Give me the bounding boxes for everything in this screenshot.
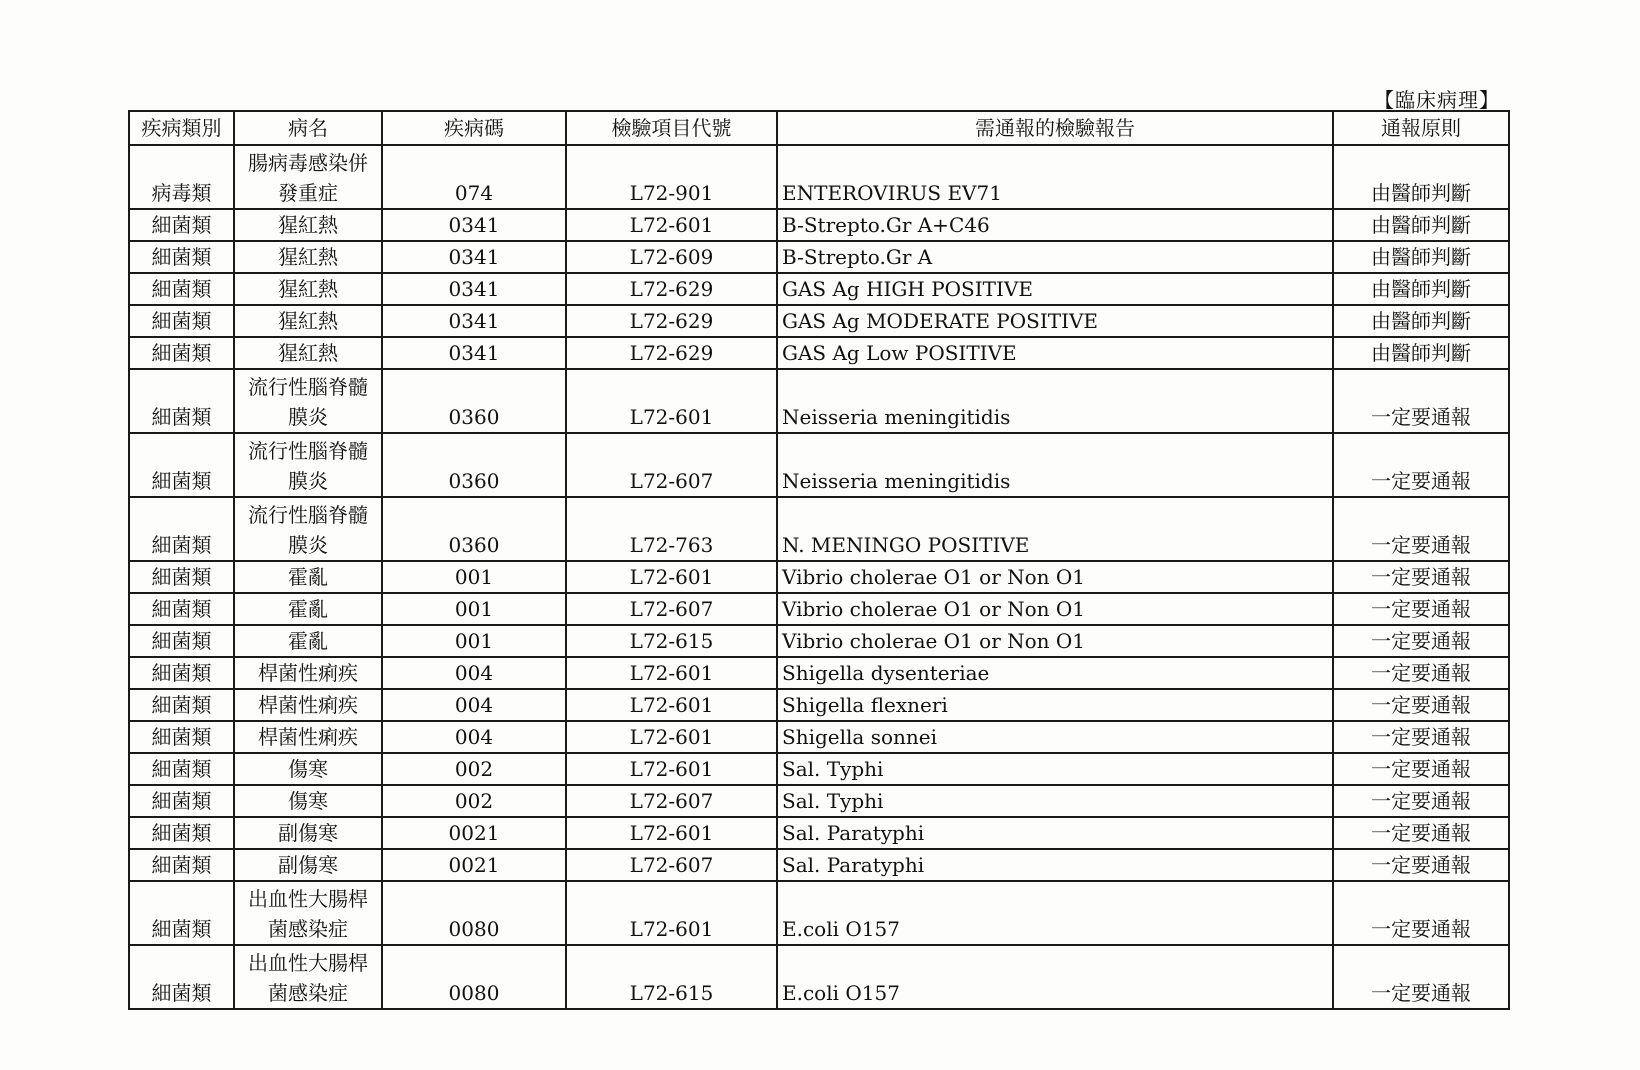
- table-row: [129, 625, 1509, 657]
- report-cell: E.coli O157: [777, 881, 1333, 945]
- notification-rule-cell: 由醫師判斷: [1333, 273, 1509, 305]
- disease-name-line: 菌感染症: [268, 917, 348, 941]
- category-cell: 病毒類: [129, 145, 234, 209]
- disease-name-cell: [234, 369, 382, 433]
- disease-name-cell: [234, 945, 382, 1009]
- category-cell: 細菌類: [129, 849, 234, 881]
- disease-name-line: 發重症: [278, 181, 338, 205]
- disease-name-line: 猩紅熱: [278, 341, 338, 365]
- disease-name-line: 霍亂: [288, 629, 328, 653]
- disease-name-cell: [234, 881, 382, 945]
- report-cell: B-Strepto.Gr A+C46: [777, 209, 1333, 241]
- table-row: [129, 241, 1509, 273]
- disease-code-cell: 002: [382, 753, 566, 785]
- table-row: [129, 561, 1509, 593]
- report-cell: Sal. Typhi: [777, 785, 1333, 817]
- disease-name-line: 出血性大腸桿: [248, 887, 368, 911]
- test-item-code-cell: L72-601: [566, 369, 777, 433]
- disease-name-cell: [234, 433, 382, 497]
- test-item-code-cell: L72-901: [566, 145, 777, 209]
- section-label: 【臨床病理】: [1374, 88, 1500, 112]
- category-cell: 細菌類: [129, 881, 234, 945]
- disease-code-cell: 0021: [382, 817, 566, 849]
- test-item-code-cell: L72-609: [566, 241, 777, 273]
- disease-code-cell: 004: [382, 657, 566, 689]
- test-item-code-cell: L72-763: [566, 497, 777, 561]
- disease-code-cell: 0341: [382, 305, 566, 337]
- test-item-code-cell: L72-601: [566, 657, 777, 689]
- category-cell: 細菌類: [129, 625, 234, 657]
- disease-name-line: 猩紅熱: [278, 309, 338, 333]
- notification-rule-cell: 由醫師判斷: [1333, 337, 1509, 369]
- notification-rule-cell: 一定要通報: [1333, 593, 1509, 625]
- notification-rule-cell: 一定要通報: [1333, 689, 1509, 721]
- test-item-code-cell: L72-601: [566, 209, 777, 241]
- category-cell: 細菌類: [129, 273, 234, 305]
- column-header: 需通報的檢驗報告: [777, 111, 1333, 145]
- notification-rule-cell: 一定要通報: [1333, 785, 1509, 817]
- notification-rule-cell: 一定要通報: [1333, 721, 1509, 753]
- disease-code-cell: 001: [382, 561, 566, 593]
- notification-rule-cell: 由醫師判斷: [1333, 209, 1509, 241]
- disease-name-line: 桿菌性痢疾: [258, 725, 358, 749]
- test-item-code-cell: L72-601: [566, 721, 777, 753]
- table-row: [129, 881, 1509, 945]
- report-cell: E.coli O157: [777, 945, 1333, 1009]
- disease-name-cell: [234, 337, 382, 369]
- notification-rule-cell: 一定要通報: [1333, 817, 1509, 849]
- disease-name-cell: [234, 785, 382, 817]
- disease-name-cell: [234, 721, 382, 753]
- notification-rule-cell: 由醫師判斷: [1333, 145, 1509, 209]
- report-cell: Neisseria meningitidis: [777, 369, 1333, 433]
- table-row: [129, 849, 1509, 881]
- disease-name-cell: [234, 497, 382, 561]
- disease-code-cell: 0021: [382, 849, 566, 881]
- disease-code-cell: 0080: [382, 881, 566, 945]
- disease-name-line: 膜炎: [288, 533, 328, 557]
- report-cell: GAS Ag MODERATE POSITIVE: [777, 305, 1333, 337]
- disease-code-cell: 004: [382, 689, 566, 721]
- column-header: 病名: [234, 111, 382, 145]
- report-cell: Sal. Typhi: [777, 753, 1333, 785]
- category-cell: 細菌類: [129, 369, 234, 433]
- disease-name-line: 猩紅熱: [278, 213, 338, 237]
- disease-name-cell: [234, 561, 382, 593]
- notification-rule-cell: 一定要通報: [1333, 433, 1509, 497]
- category-cell: 細菌類: [129, 657, 234, 689]
- disease-name-cell: [234, 145, 382, 209]
- disease-name-cell: [234, 817, 382, 849]
- disease-name-line: 出血性大腸桿: [248, 951, 368, 975]
- report-cell: B-Strepto.Gr A: [777, 241, 1333, 273]
- category-cell: 細菌類: [129, 209, 234, 241]
- category-cell: 細菌類: [129, 785, 234, 817]
- test-item-code-cell: L72-629: [566, 305, 777, 337]
- notification-rule-cell: 一定要通報: [1333, 625, 1509, 657]
- test-item-code-cell: L72-629: [566, 273, 777, 305]
- table-header-row: [129, 111, 1509, 145]
- disease-code-cell: 0341: [382, 241, 566, 273]
- disease-name-line: 霍亂: [288, 565, 328, 589]
- disease-name-line: 霍亂: [288, 597, 328, 621]
- disease-name-cell: [234, 849, 382, 881]
- category-cell: 細菌類: [129, 561, 234, 593]
- disease-name-line: 桿菌性痢疾: [258, 693, 358, 717]
- disease-code-cell: 0341: [382, 337, 566, 369]
- notification-rule-cell: 由醫師判斷: [1333, 241, 1509, 273]
- category-cell: 細菌類: [129, 305, 234, 337]
- category-cell: 細菌類: [129, 497, 234, 561]
- notification-rule-cell: 由醫師判斷: [1333, 305, 1509, 337]
- notification-rule-cell: 一定要通報: [1333, 881, 1509, 945]
- category-cell: 細菌類: [129, 433, 234, 497]
- disease-name-line: 副傷寒: [278, 853, 338, 877]
- disease-name-line: 流行性腦脊髓: [248, 439, 368, 463]
- column-header: 疾病類別: [129, 111, 234, 145]
- report-cell: Shigella sonnei: [777, 721, 1333, 753]
- report-cell: ENTEROVIRUS EV71: [777, 145, 1333, 209]
- table-row: [129, 305, 1509, 337]
- disease-code-cell: 001: [382, 625, 566, 657]
- report-cell: Shigella flexneri: [777, 689, 1333, 721]
- table-row: [129, 817, 1509, 849]
- disease-name-cell: [234, 209, 382, 241]
- table-row: [129, 497, 1509, 561]
- report-cell: N. MENINGO POSITIVE: [777, 497, 1333, 561]
- table-row: [129, 593, 1509, 625]
- category-cell: 細菌類: [129, 337, 234, 369]
- table-row: [129, 145, 1509, 209]
- table-row: [129, 689, 1509, 721]
- disease-name-line: 傷寒: [288, 757, 328, 781]
- test-item-code-cell: L72-607: [566, 433, 777, 497]
- disease-code-cell: 004: [382, 721, 566, 753]
- test-item-code-cell: L72-607: [566, 849, 777, 881]
- column-header: 檢驗項目代號: [566, 111, 777, 145]
- category-cell: 細菌類: [129, 945, 234, 1009]
- category-cell: 細菌類: [129, 241, 234, 273]
- disease-name-cell: [234, 753, 382, 785]
- notification-rule-cell: 一定要通報: [1333, 497, 1509, 561]
- column-header: 疾病碼: [382, 111, 566, 145]
- disease-name-cell: [234, 305, 382, 337]
- test-item-code-cell: L72-601: [566, 689, 777, 721]
- category-cell: 細菌類: [129, 721, 234, 753]
- disease-code-cell: 0360: [382, 497, 566, 561]
- column-header: 通報原則: [1333, 111, 1509, 145]
- disease-code-cell: 0080: [382, 945, 566, 1009]
- report-cell: Vibrio cholerae O1 or Non O1: [777, 625, 1333, 657]
- category-cell: 細菌類: [129, 689, 234, 721]
- disease-name-cell: [234, 593, 382, 625]
- report-cell: Vibrio cholerae O1 or Non O1: [777, 593, 1333, 625]
- table-row: [129, 337, 1509, 369]
- table-body: [129, 145, 1509, 1009]
- notification-rule-cell: 一定要通報: [1333, 561, 1509, 593]
- test-item-code-cell: L72-615: [566, 625, 777, 657]
- disease-name-line: 菌感染症: [268, 981, 348, 1005]
- disease-name-line: 猩紅熱: [278, 277, 338, 301]
- disease-code-cell: 002: [382, 785, 566, 817]
- disease-name-line: 傷寒: [288, 789, 328, 813]
- report-cell: Sal. Paratyphi: [777, 849, 1333, 881]
- disease-code-cell: 0360: [382, 369, 566, 433]
- report-cell: Vibrio cholerae O1 or Non O1: [777, 561, 1333, 593]
- test-item-code-cell: L72-629: [566, 337, 777, 369]
- test-item-code-cell: L72-607: [566, 785, 777, 817]
- disease-code-cell: 0341: [382, 209, 566, 241]
- notification-rule-cell: 一定要通報: [1333, 753, 1509, 785]
- report-cell: Neisseria meningitidis: [777, 433, 1333, 497]
- table-row: [129, 753, 1509, 785]
- category-cell: 細菌類: [129, 753, 234, 785]
- report-cell: GAS Ag Low POSITIVE: [777, 337, 1333, 369]
- disease-name-line: 猩紅熱: [278, 245, 338, 269]
- notification-rule-cell: 一定要通報: [1333, 849, 1509, 881]
- disease-name-cell: [234, 657, 382, 689]
- disease-name-line: 桿菌性痢疾: [258, 661, 358, 685]
- disease-code-cell: 0341: [382, 273, 566, 305]
- disease-name-line: 腸病毒感染併: [248, 151, 368, 175]
- table-row: [129, 209, 1509, 241]
- disease-name-line: 膜炎: [288, 469, 328, 493]
- disease-name-line: 流行性腦脊髓: [248, 375, 368, 399]
- table-row: [129, 273, 1509, 305]
- disease-name-line: 膜炎: [288, 405, 328, 429]
- test-item-code-cell: L72-615: [566, 945, 777, 1009]
- disease-name-cell: [234, 273, 382, 305]
- disease-name-line: 副傷寒: [278, 821, 338, 845]
- report-cell: Shigella dysenteriae: [777, 657, 1333, 689]
- notifiable-disease-table: [128, 110, 1510, 1010]
- test-item-code-cell: L72-601: [566, 753, 777, 785]
- notification-rule-cell: 一定要通報: [1333, 945, 1509, 1009]
- test-item-code-cell: L72-601: [566, 561, 777, 593]
- report-cell: GAS Ag HIGH POSITIVE: [777, 273, 1333, 305]
- notification-rule-cell: 一定要通報: [1333, 657, 1509, 689]
- category-cell: 細菌類: [129, 593, 234, 625]
- notification-rule-cell: 一定要通報: [1333, 369, 1509, 433]
- test-item-code-cell: L72-607: [566, 593, 777, 625]
- disease-code-cell: 001: [382, 593, 566, 625]
- test-item-code-cell: L72-601: [566, 817, 777, 849]
- disease-code-cell: 074: [382, 145, 566, 209]
- disease-name-cell: [234, 625, 382, 657]
- table-row: [129, 369, 1509, 433]
- table-row: [129, 785, 1509, 817]
- report-cell: Sal. Paratyphi: [777, 817, 1333, 849]
- table-row: [129, 945, 1509, 1009]
- table-row: [129, 721, 1509, 753]
- test-item-code-cell: L72-601: [566, 881, 777, 945]
- disease-name-line: 流行性腦脊髓: [248, 503, 368, 527]
- table-row: [129, 657, 1509, 689]
- disease-code-cell: 0360: [382, 433, 566, 497]
- table-row: [129, 433, 1509, 497]
- disease-name-cell: [234, 241, 382, 273]
- disease-name-cell: [234, 689, 382, 721]
- category-cell: 細菌類: [129, 817, 234, 849]
